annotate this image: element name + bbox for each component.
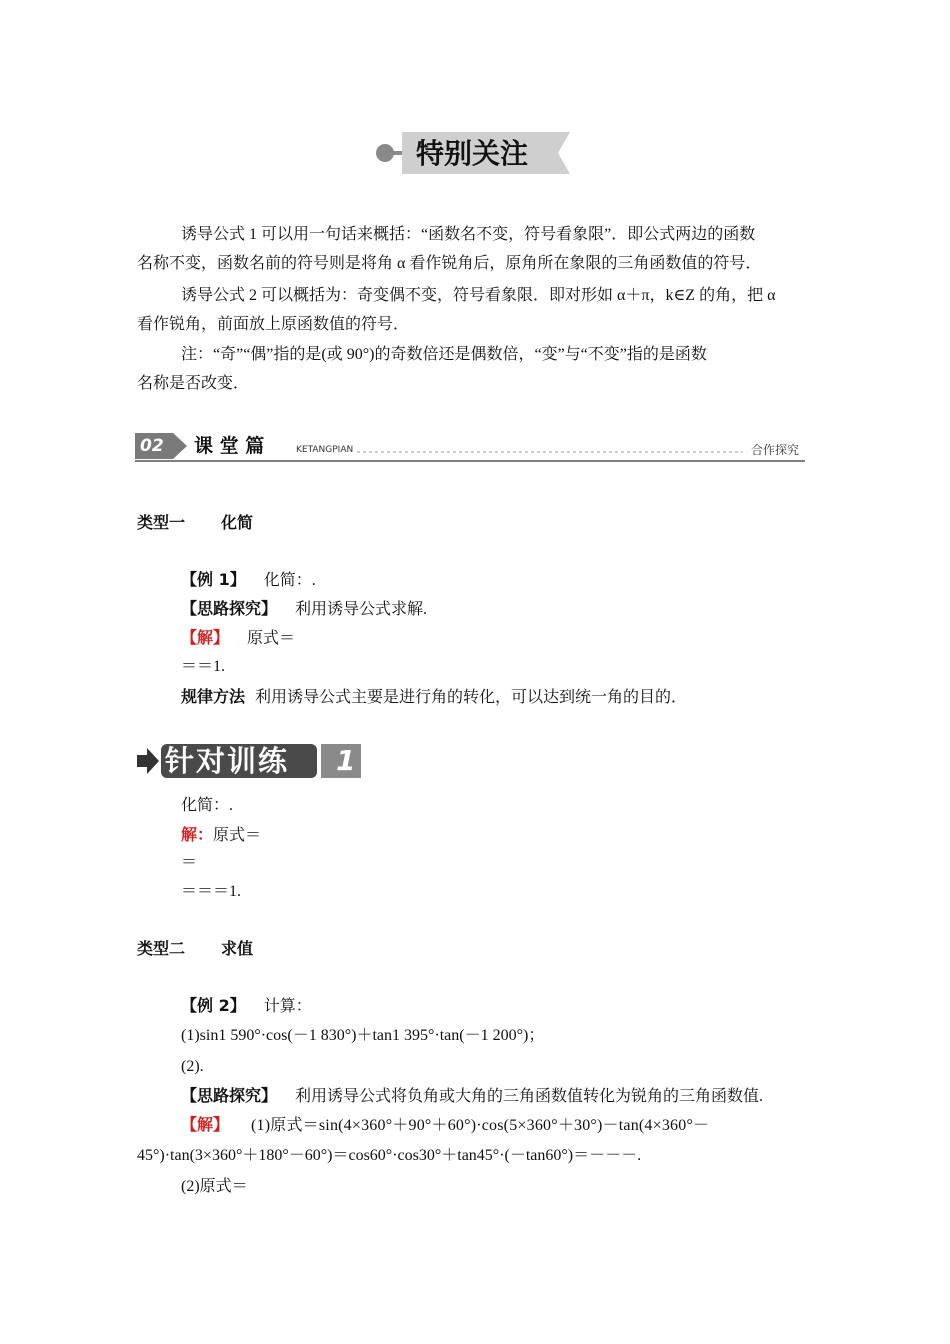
example2-tag: 【例 2】 bbox=[181, 996, 246, 1015]
example2 bbox=[181, 995, 312, 1018]
type2-heading: 类型二 bbox=[137, 939, 186, 958]
training-solution bbox=[181, 824, 261, 847]
method1-tag: 规律方法 bbox=[181, 687, 246, 706]
p2-line-b: 看作锐角，前面放上原函数值的符号． bbox=[137, 316, 410, 333]
training-number: 1 bbox=[336, 744, 356, 777]
solution1-tag: 【解】 bbox=[181, 628, 230, 647]
solution2-part2: (2)原式＝ bbox=[181, 1178, 248, 1195]
example2-q2: (2). bbox=[181, 1058, 204, 1075]
paragraph-formula-2 bbox=[137, 281, 814, 339]
paragraph-formula-1 bbox=[137, 220, 814, 278]
training-title: 针对训练 bbox=[165, 744, 290, 778]
idea2-tag: 【思路探究】 bbox=[181, 1086, 278, 1105]
example2-q1: (1)sin1 590°·cos(－1 830°)＋tan1 395°·tan(－1 200°)； bbox=[181, 1027, 545, 1044]
p2-line-a: 诱导公式 2 可以概括为：奇变偶不变，符号看象限．即对形如 α＋π，k∈Z 的角，把 α bbox=[181, 287, 776, 304]
solution1-result: ＝＝1. bbox=[181, 658, 226, 675]
method1 bbox=[181, 686, 687, 709]
type1-topic: 化简 bbox=[221, 513, 254, 532]
idea2-text: 利用诱导公式将负角或大角的三角函数值转化为锐角的三角函数值. bbox=[295, 1088, 764, 1105]
section-right-label: 合作探究 bbox=[751, 443, 800, 457]
training-step1: ＝ bbox=[181, 854, 198, 871]
method1-text: 利用诱导公式主要是进行角的转化，可以达到统一角的目的． bbox=[255, 689, 688, 706]
training-step2: ＝＝＝1. bbox=[181, 883, 242, 900]
training-question: 化简：. bbox=[181, 797, 234, 814]
idea1-text: 利用诱导公式求解. bbox=[295, 601, 428, 618]
section-number: 02 bbox=[140, 436, 164, 456]
idea2 bbox=[181, 1085, 763, 1108]
special-attention-title: 特别关注 bbox=[416, 137, 529, 170]
solution1-text: 原式＝ bbox=[247, 630, 296, 647]
solution2-part1a: (1)原式＝sin(4×360°＋90°＋60°)·cos(5×360°＋30°)－tan(4×360°－ bbox=[251, 1117, 710, 1134]
example2-text: 计算： bbox=[263, 998, 312, 1015]
solution2-part1b: 45°)·tan(3×360°＋180°－60°)＝cos60°·cos30°＋tan45°·(－tan60°)＝－－－. bbox=[137, 1147, 642, 1164]
example1-text: 化简：. bbox=[263, 572, 316, 589]
p1-line-a: 诱导公式 1 可以用一句话来概括：“函数名不变，符号看象限”．即公式两边的函数 bbox=[181, 226, 756, 243]
type1-heading: 类型一 bbox=[137, 513, 186, 532]
p3-line-b: 名称是否改变． bbox=[137, 375, 250, 392]
solution2-tag: 【解】 bbox=[181, 1115, 230, 1134]
example1-tag: 【例 1】 bbox=[181, 570, 246, 589]
example1 bbox=[181, 569, 316, 592]
idea1-tag: 【思路探究】 bbox=[181, 599, 278, 618]
section-pinyin: KETANGPIAN bbox=[296, 445, 354, 455]
solution1 bbox=[181, 627, 295, 650]
p1-line-b: 名称不变，函数名前的符号则是将角 α 看作锐角后，原角所在象限的三角函数值的符号． bbox=[137, 255, 762, 272]
training-solution-tag: 解： bbox=[181, 825, 214, 844]
solution2-line1 bbox=[181, 1114, 814, 1137]
type2-topic: 求值 bbox=[221, 939, 254, 958]
p3-line-a: 注：“奇”“偶”指的是(或 90°)的奇数倍还是偶数倍，“变”与“不变”指的是函数 bbox=[181, 346, 707, 363]
section-title: 课 堂 篇 bbox=[194, 435, 265, 457]
idea1 bbox=[181, 598, 427, 621]
training-solution-text: 原式＝ bbox=[213, 827, 262, 844]
paragraph-note bbox=[137, 340, 814, 398]
